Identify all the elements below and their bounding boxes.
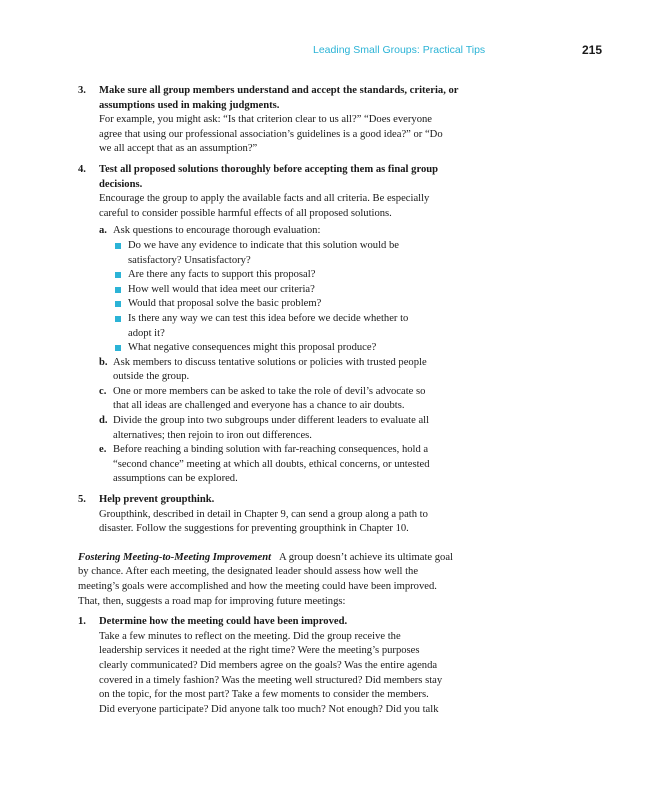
sub-letter: d. <box>99 415 108 427</box>
section-paragraph <box>78 551 488 609</box>
bullet-item <box>113 312 488 341</box>
body-line: agree that using our professional association’s guidelines is a good idea?” or “Do <box>99 128 443 140</box>
section-line: A group doesn’t achieve its ultimate goal <box>279 551 453 563</box>
running-title: Leading Small Groups: Practical Tips <box>313 44 486 56</box>
sub-line: alternatives; then rejoin to iron out differences. <box>113 429 312 441</box>
item-title <box>99 163 488 192</box>
square-bullet-icon <box>115 301 121 307</box>
item-number: 5. <box>78 494 86 506</box>
bullet-item <box>113 268 488 283</box>
title-line: decisions. <box>99 178 143 190</box>
sub-text: Ask questions to encourage thorough evaluation: <box>113 225 321 237</box>
body-line: we all accept that as an assumption?” <box>99 143 258 155</box>
sub-line: “second chance” meeting at which all doubts, ethical concerns, or untested <box>113 458 430 470</box>
bullet-line: Are there any facts to support this proposal? <box>128 269 316 281</box>
body-line: clearly communicated? Did members agree on the goals? Was the entire agenda <box>99 659 438 671</box>
list-item-3 <box>78 84 488 157</box>
bullet-item <box>113 297 488 312</box>
sub-text <box>113 385 488 414</box>
bullet-line: satisfactory? Unsatisfactory? <box>128 254 251 266</box>
sub-line: that all ideas are challenged and everyone has a chance to air doubts. <box>113 400 405 412</box>
sub-letter: c. <box>99 385 107 397</box>
item-body <box>99 508 488 537</box>
sub-item-d <box>99 414 488 443</box>
list-item-4 <box>78 163 488 487</box>
title-line: Make sure all group members understand and accept the standards, criteria, or <box>99 85 459 96</box>
item-number: 4. <box>78 163 86 175</box>
item-title: Determine how the meeting could have been improved. <box>99 616 348 628</box>
item-body <box>99 192 488 221</box>
bullet-line: adopt it? <box>128 327 165 339</box>
sub-item-c <box>99 385 488 414</box>
sub-item-a <box>99 224 488 355</box>
title-line: Test all proposed solutions thoroughly before accepting them as final group <box>99 163 439 175</box>
body-line: Did everyone participate? Did anyone talk too much? Not enough? Did you talk <box>99 703 439 715</box>
body-line: careful to consider possible harmful effects of all proposed solutions. <box>99 207 392 219</box>
bullet-line: How well would that idea meet our criteria? <box>128 283 315 295</box>
sub-line: assumptions can be explored. <box>113 473 238 485</box>
square-bullet-icon <box>115 287 121 293</box>
sub-item-e <box>99 443 488 487</box>
item-title: Help prevent groupthink. <box>99 494 215 506</box>
sub-letter: e. <box>99 444 107 456</box>
bullet-line: Would that proposal solve the basic problem? <box>128 298 322 310</box>
sub-line: Ask members to discuss tentative solutions or policies with trusted people <box>113 356 427 368</box>
sub-line: outside the group. <box>113 371 190 383</box>
sub-item-b <box>99 356 488 385</box>
bullet-item <box>113 283 488 298</box>
sub-text <box>113 443 488 487</box>
body-line: Encourage the group to apply the available facts and all criteria. Be especially <box>99 193 430 205</box>
sub-text <box>113 414 488 443</box>
bullet-line: What negative consequences might this proposal produce? <box>128 342 377 354</box>
body-line: disaster. Follow the suggestions for preventing groupthink in Chapter 10. <box>99 523 409 535</box>
body-line: leadership services it needed at the right time? Were the meeting’s purposes <box>99 645 420 657</box>
sub-line: Divide the group into two subgroups under different leaders to evaluate all <box>113 415 430 427</box>
section-line: meeting’s goals were accomplished and how the meeting could have been improved. <box>78 581 437 592</box>
item-number: 3. <box>78 85 86 96</box>
section-line: That, then, suggests a road map for improving future meetings: <box>78 595 346 607</box>
section-heading: Fostering Meeting-to-Meeting Improvement <box>78 551 272 563</box>
section-line: by chance. After each meeting, the designated leader should assess how well the <box>78 566 419 578</box>
body-line: Groupthink, described in detail in Chapter 9, can send a group along a path to <box>99 508 428 520</box>
sub-letter: a. <box>99 225 107 237</box>
bullet-line: Do we have any evidence to indicate that this solution would be <box>128 239 399 251</box>
body-line: For example, you might ask: “Is that criterion clear to us all?” “Does everyone <box>99 114 432 126</box>
page-header <box>0 44 645 60</box>
body-line: on the topic, for the most part? Take a few moments to consider the members. <box>99 689 429 701</box>
page-body <box>78 84 488 717</box>
bullet-list <box>113 239 488 356</box>
bullet-line: Is there any way we can test this idea before we decide whether to <box>128 312 409 324</box>
sub-line: Before reaching a binding solution with far-reaching consequences, hold a <box>113 444 429 456</box>
bullet-item <box>113 239 488 268</box>
item-body <box>99 113 488 157</box>
body-line: Take a few minutes to reflect on the meeting. Did the group receive the <box>99 630 401 642</box>
square-bullet-icon <box>115 345 121 351</box>
page-number: 215 <box>581 43 602 57</box>
list-item-5 <box>78 493 488 537</box>
item-body <box>99 630 488 718</box>
sub-text <box>113 356 488 385</box>
sub-letter: b. <box>99 356 108 368</box>
bullet-item <box>113 341 488 356</box>
square-bullet-icon <box>115 243 121 249</box>
list2-item-1 <box>78 615 488 717</box>
square-bullet-icon <box>115 316 121 322</box>
title-line: assumptions used in making judgments. <box>99 99 280 111</box>
body-line: covered in a timely fashion? Was the meeting well structured? Did members stay <box>99 674 443 686</box>
square-bullet-icon <box>115 272 121 278</box>
item-title <box>99 84 488 113</box>
sub-line: One or more members can be asked to take the role of devil’s advocate so <box>113 385 426 397</box>
item-number: 1. <box>78 616 86 628</box>
